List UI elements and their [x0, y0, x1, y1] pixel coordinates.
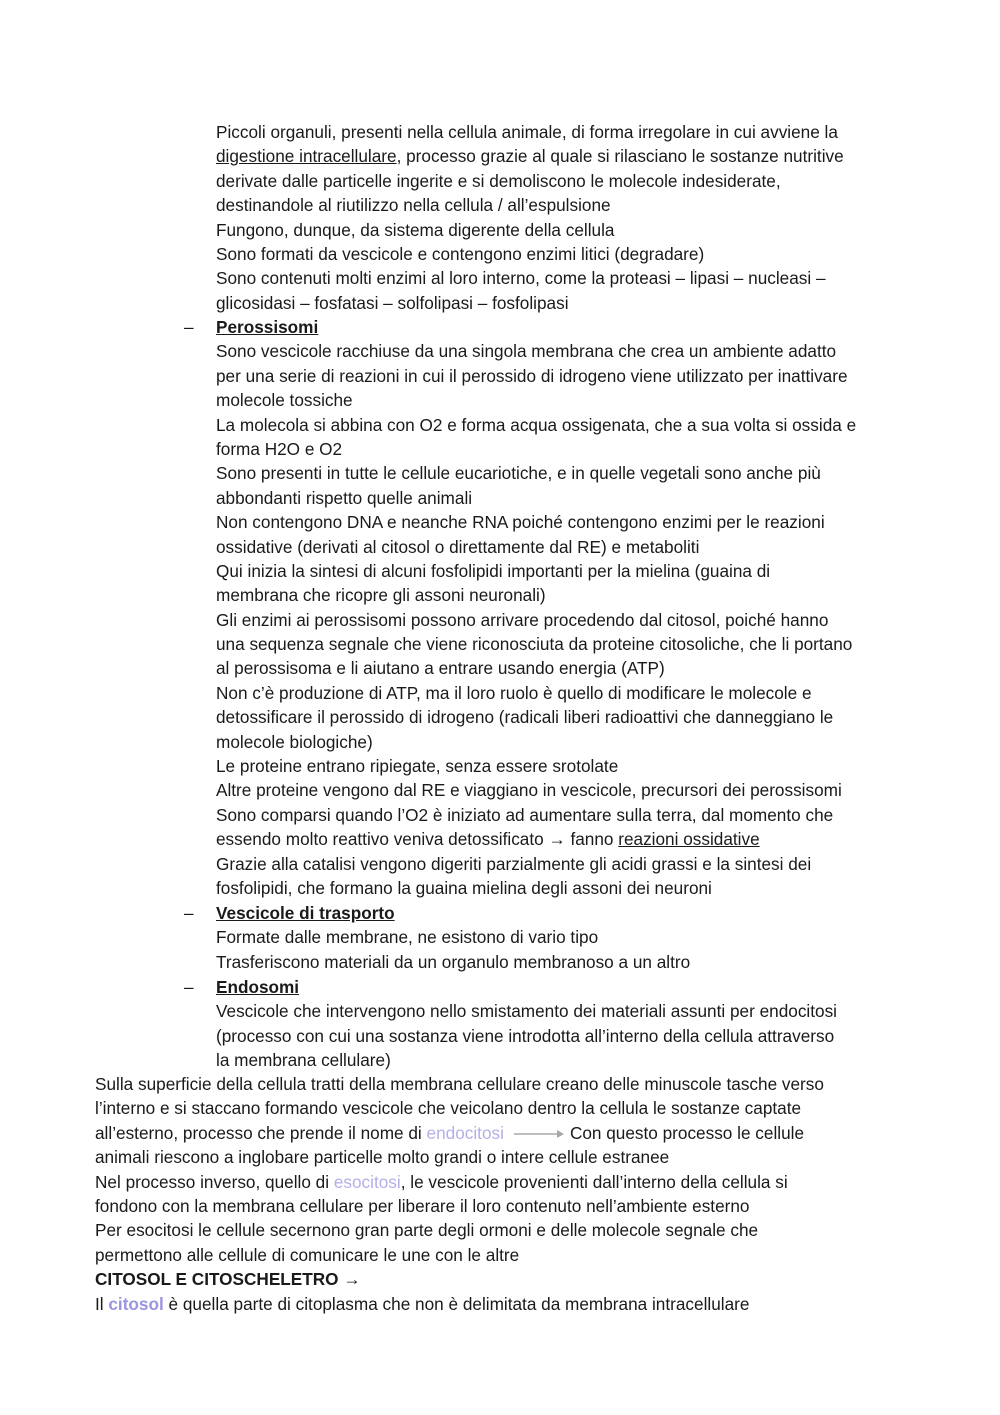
text-line: destinandole al riutilizzo nella cellula / all’espulsione: [216, 195, 611, 216]
text-line: [216, 144, 844, 168]
text-line: una sequenza segnale che viene riconosciuta da proteine citosoliche, che li portano: [216, 634, 853, 655]
highlighted-term: endocitosi: [426, 1122, 504, 1143]
bullet-dash: –: [184, 977, 194, 997]
lisosomi-description: [216, 120, 844, 315]
arrow-right-icon: →: [548, 829, 566, 850]
text-line: forma H2O e O2: [216, 438, 343, 459]
text-line: Non contengono DNA e neanche RNA poiché contengono enzimi per le reazioni: [216, 512, 825, 533]
text-fragment: , processo grazie al quale si rilasciano le sostanze nutritive: [396, 146, 844, 167]
text-line: fosfolipidi, che formano la guaina mielina degli assoni dei neuroni: [216, 877, 712, 898]
text-line: al perossisoma e li aiutano a entrare usando energia (ATP): [216, 658, 665, 679]
text-line: Trasferiscono materiali da un organulo membranoso a un altro: [216, 951, 691, 972]
text-line: l’interno e si staccano formando vescicole che veicolano dentro la cellula le sostanze captate: [95, 1098, 802, 1119]
text-line: per una serie di reazioni in cui il perossido di idrogeno viene utilizzato per inattivare: [216, 365, 848, 386]
text-line: Formate dalle membrane, ne esistono di vario tipo: [216, 927, 599, 948]
perossisomi-section: [216, 315, 856, 900]
text-line: Per esocitosi le cellule secernono gran parte degli ormoni e delle molecole segnale che: [95, 1220, 759, 1241]
text-line: [95, 1121, 824, 1145]
endosomi-section: [216, 975, 837, 1073]
text-line: Sono presenti in tutte le cellule eucariotiche, e in quelle vegetali sono anche più: [216, 463, 821, 484]
text-line: la membrana cellulare): [216, 1050, 391, 1071]
highlighted-term: citosol: [108, 1293, 164, 1314]
text-fragment: essendo molto reattivo veniva detossificato: [216, 829, 544, 850]
text-line: [95, 1292, 824, 1316]
text-fragment: fanno: [565, 829, 619, 850]
endocitosi-paragraph: [95, 1072, 824, 1316]
text-fragment: Nel processo inverso, quello di: [95, 1171, 334, 1192]
arrow-right-icon: [514, 1128, 564, 1140]
text-line: [95, 1170, 824, 1194]
text-line: Altre proteine vengono dal RE e viaggiano in vescicole, precursori dei perossisomi: [216, 780, 842, 801]
text-line: Qui inizia la sintesi di alcuni fosfolipidi importanti per la mielina (guaina di: [216, 560, 771, 581]
text-fragment: all’esterno, processo che prende il nome di: [95, 1122, 427, 1143]
text-line: fondono con la membrana cellulare per liberare il loro contenuto nell’ambiente esterno: [95, 1195, 750, 1216]
text-line: animali riescono a inglobare particelle molto grandi o intere cellule estranee: [95, 1147, 670, 1168]
text-fragment: è quella parte di citoplasma che non è delimitata da membrana intracellulare: [163, 1293, 750, 1314]
text-line: Sono contenuti molti enzimi al loro interno, come la proteasi – lipasi – nucleasi –: [216, 268, 826, 289]
bullet-dash: –: [184, 903, 194, 923]
perossisomi-heading: Perossisomi: [216, 317, 319, 337]
text-line: membrana che ricopre gli assoni neuronali): [216, 585, 546, 606]
text-line: Piccoli organuli, presenti nella cellula animale, di forma irregolare in cui avviene la: [216, 122, 838, 142]
text-line: Vescicole che intervengono nello smistamento dei materiali assunti per endocitosi: [216, 1001, 837, 1022]
text-line: derivate dalle particelle ingerite e si demoliscono le molecole indesiderate,: [216, 170, 781, 191]
text-line: Gli enzimi ai perossisomi possono arrivare procedendo dal citosol, poiché hanno: [216, 609, 829, 630]
text-line: ossidative (derivati al citosol o direttamente dal RE) e metaboliti: [216, 536, 700, 557]
text-line: (processo con cui una sostanza viene introdotta all’interno della cellula attraverso: [216, 1025, 835, 1046]
text-line: Sono vescicole racchiuse da una singola membrana che crea un ambiente adatto: [216, 341, 837, 362]
text-fragment: Il: [95, 1293, 109, 1314]
text-line: Le proteine entrano ripiegate, senza essere srotolate: [216, 756, 619, 777]
endosomi-heading: Endosomi: [216, 977, 300, 997]
text-line: Fungono, dunque, da sistema digerente della cellula: [216, 219, 615, 240]
underlined-term: reazioni ossidative: [618, 829, 760, 850]
text-line: molecole tossiche: [216, 390, 353, 411]
section-title-text: CITOSOL E CITOSCHELETRO: [95, 1269, 339, 1290]
text-line: permettono alle cellule di comunicare le une con le altre: [95, 1244, 520, 1265]
vescicole-section: [216, 901, 690, 974]
underlined-term: digestione intracellulare: [216, 146, 397, 167]
text-line: detossificare il perossido di idrogeno (radicali liberi radioattivi che danneggiano le: [216, 707, 834, 728]
text-line: Sulla superficie della cellula tratti della membrana cellulare creano delle minuscole tasche verso: [95, 1074, 824, 1094]
text-line: [216, 827, 856, 851]
arrow-right-icon: →: [343, 1269, 361, 1290]
text-fragment: Con questo processo le cellule: [569, 1122, 805, 1143]
vescicole-heading: Vescicole di trasporto: [216, 903, 395, 923]
text-line: glicosidasi – fosfatasi – solfolipasi – fosfolipasi: [216, 292, 569, 313]
text-line: molecole biologiche): [216, 731, 373, 752]
bullet-dash: –: [184, 317, 194, 337]
text-line: abbondanti rispetto quelle animali: [216, 487, 473, 508]
section-title: [95, 1267, 824, 1291]
text-line: Sono formati da vescicole e contengono enzimi litici (degradare): [216, 243, 705, 264]
text-line: Non c’è produzione di ATP, ma il loro ruolo è quello di modificare le molecole e: [216, 682, 812, 703]
text-line: Sono comparsi quando l’O2 è iniziato ad aumentare sulla terra, dal momento che: [216, 804, 834, 825]
text-line: Grazie alla catalisi vengono digeriti parzialmente gli acidi grassi e la sintesi dei: [216, 853, 812, 874]
highlighted-term: esocitosi: [333, 1171, 401, 1192]
text-fragment: , le vescicole provenienti dall’interno della cellula si: [400, 1171, 788, 1192]
text-line: La molecola si abbina con O2 e forma acqua ossigenata, che a sua volta si ossida e: [216, 414, 857, 435]
